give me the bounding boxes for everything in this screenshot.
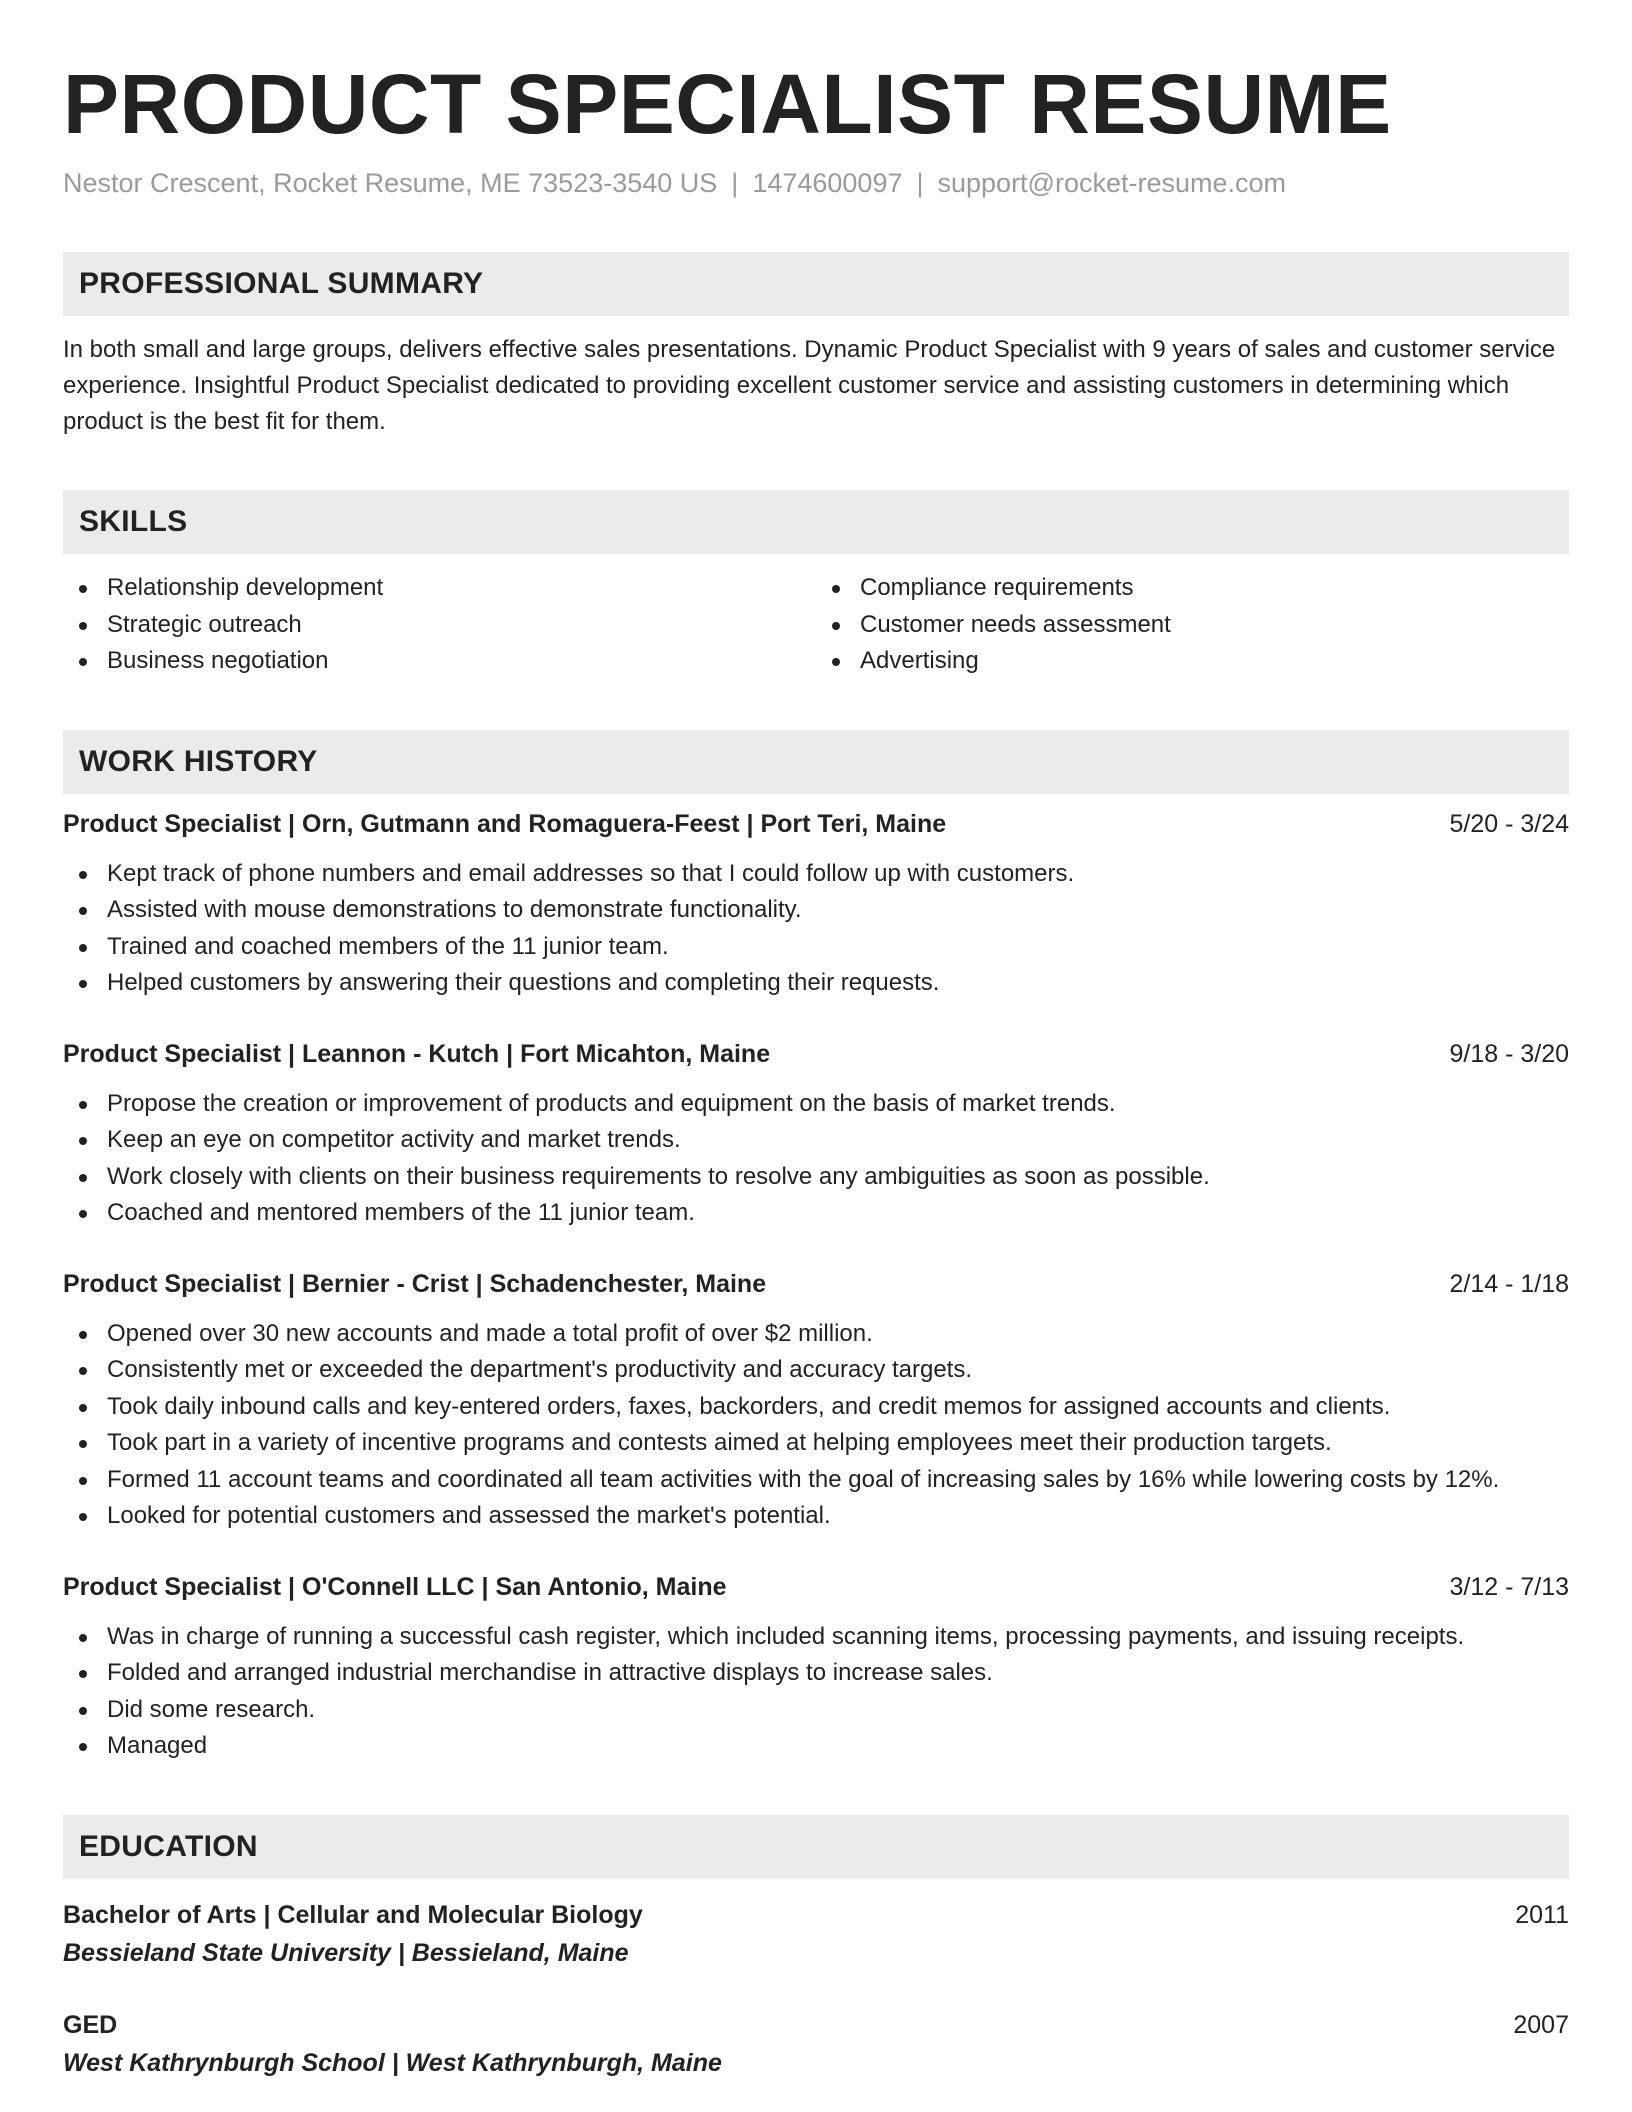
job-header	[63, 1266, 1569, 1302]
duty-item: Took daily inbound calls and key-entered orders, faxes, backorders, and credit memos for assigned accounts and clients.	[63, 1389, 1569, 1426]
duty-item: Work closely with clients on their business requirements to resolve any ambiguities as soon as possible.	[63, 1159, 1569, 1196]
skills-heading: SKILLS	[63, 490, 1569, 554]
job-dates: 3/12 - 7/13	[1449, 1572, 1569, 1601]
skill-item: Customer needs assessment	[816, 607, 1569, 644]
duty-item: Folded and arranged industrial merchandise in attractive displays to increase sales.	[63, 1655, 1569, 1692]
duty-item: Formed 11 account teams and coordinated all team activities with the goal of increasing sales by 16% while lowering costs by 12%.	[63, 1462, 1569, 1499]
job-title: Product Specialist | Leannon - Kutch | Fort Micahton, Maine	[63, 1039, 771, 1068]
duty-item: Was in charge of running a successful cash register, which included scanning items, processing payments, and issuing receipts.	[63, 1619, 1569, 1656]
education-entry	[63, 1897, 1569, 1971]
duty-item: Helped customers by answering their questions and completing their requests.	[63, 965, 1569, 1002]
job-title: Product Specialist | O'Connell LLC | San Antonio, Maine	[63, 1572, 727, 1601]
duty-item: Propose the creation or improvement of products and equipment on the basis of market trends.	[63, 1086, 1569, 1123]
job-dates: 2/14 - 1/18	[1449, 1269, 1569, 1298]
contact-email: support@rocket-resume.com	[937, 168, 1287, 198]
education-school: Bessieland State University | Bessieland, Maine	[63, 1938, 629, 1967]
education-year: 2007	[1513, 2010, 1569, 2039]
job-title: Product Specialist | Bernier - Crist | Schadenchester, Maine	[63, 1269, 767, 1298]
duty-item: Took part in a variety of incentive programs and contests aimed at helping employees meet their production targets.	[63, 1425, 1569, 1462]
contact-address: Nestor Crescent, Rocket Resume, ME 73523-3540 US	[63, 168, 718, 198]
job-duties	[63, 1316, 1569, 1535]
duty-item: Kept track of phone numbers and email addresses so that I could follow up with customers.	[63, 856, 1569, 893]
resume-title: PRODUCT SPECIALIST RESUME	[63, 57, 1392, 151]
job-dates: 5/20 - 3/24	[1449, 809, 1569, 838]
contact-separator: |	[916, 168, 924, 198]
job-dates: 9/18 - 3/20	[1449, 1039, 1569, 1068]
skill-item: Compliance requirements	[816, 570, 1569, 607]
duty-item: Coached and mentored members of the 11 junior team.	[63, 1195, 1569, 1232]
job-duties	[63, 1086, 1569, 1232]
job-entry	[63, 1569, 1569, 1765]
contact-line	[63, 166, 1569, 200]
duty-item: Looked for potential customers and assessed the market's potential.	[63, 1498, 1569, 1535]
education-school: West Kathrynburgh School | West Kathrynburgh, Maine	[63, 2048, 722, 2077]
education-degree: Bachelor of Arts | Cellular and Molecular Biology	[63, 1900, 643, 1929]
duty-item: Keep an eye on competitor activity and market trends.	[63, 1122, 1569, 1159]
job-duties	[63, 1619, 1569, 1765]
skills-column-right	[816, 570, 1569, 680]
duty-item: Did some research.	[63, 1692, 1569, 1729]
job-header	[63, 806, 1569, 842]
job-duties	[63, 856, 1569, 1002]
education-year: 2011	[1515, 1900, 1569, 1929]
summary-heading: PROFESSIONAL SUMMARY	[63, 252, 1569, 316]
job-header	[63, 1036, 1569, 1072]
job-entry	[63, 1266, 1569, 1535]
duty-item: Consistently met or exceeded the department's productivity and accuracy targets.	[63, 1352, 1569, 1389]
contact-separator: |	[731, 168, 739, 198]
job-entry	[63, 806, 1569, 1002]
education-heading: EDUCATION	[63, 1815, 1569, 1879]
summary-text: In both small and large groups, delivers effective sales presentations. Dynamic Product Specialist with 9 years of sales and customer service experience. Insightful Product Specialist dedicated to providing excellent customer service and assisting customers in determining which product is the best fit for them.	[63, 336, 1556, 435]
skill-item: Strategic outreach	[63, 607, 816, 644]
education-header	[63, 2007, 1569, 2043]
job-header	[63, 1569, 1569, 1605]
contact-phone: 1474600097	[752, 168, 903, 198]
education-header	[63, 1897, 1569, 1933]
duty-item: Trained and coached members of the 11 junior team.	[63, 929, 1569, 966]
skill-item: Advertising	[816, 643, 1569, 680]
duty-item: Assisted with mouse demonstrations to demonstrate functionality.	[63, 892, 1569, 929]
duty-item: Managed	[63, 1728, 1569, 1765]
skill-item: Business negotiation	[63, 643, 816, 680]
skills-list	[63, 570, 1569, 680]
job-entry	[63, 1036, 1569, 1232]
education-entry	[63, 2007, 1569, 2081]
skill-item: Relationship development	[63, 570, 816, 607]
skills-column-left	[63, 570, 816, 680]
duty-item: Opened over 30 new accounts and made a total profit of over $2 million.	[63, 1316, 1569, 1353]
job-title: Product Specialist | Orn, Gutmann and Romaguera-Feest | Port Teri, Maine	[63, 809, 947, 838]
education-degree: GED	[63, 2010, 118, 2039]
work-history-heading: WORK HISTORY	[63, 730, 1569, 794]
